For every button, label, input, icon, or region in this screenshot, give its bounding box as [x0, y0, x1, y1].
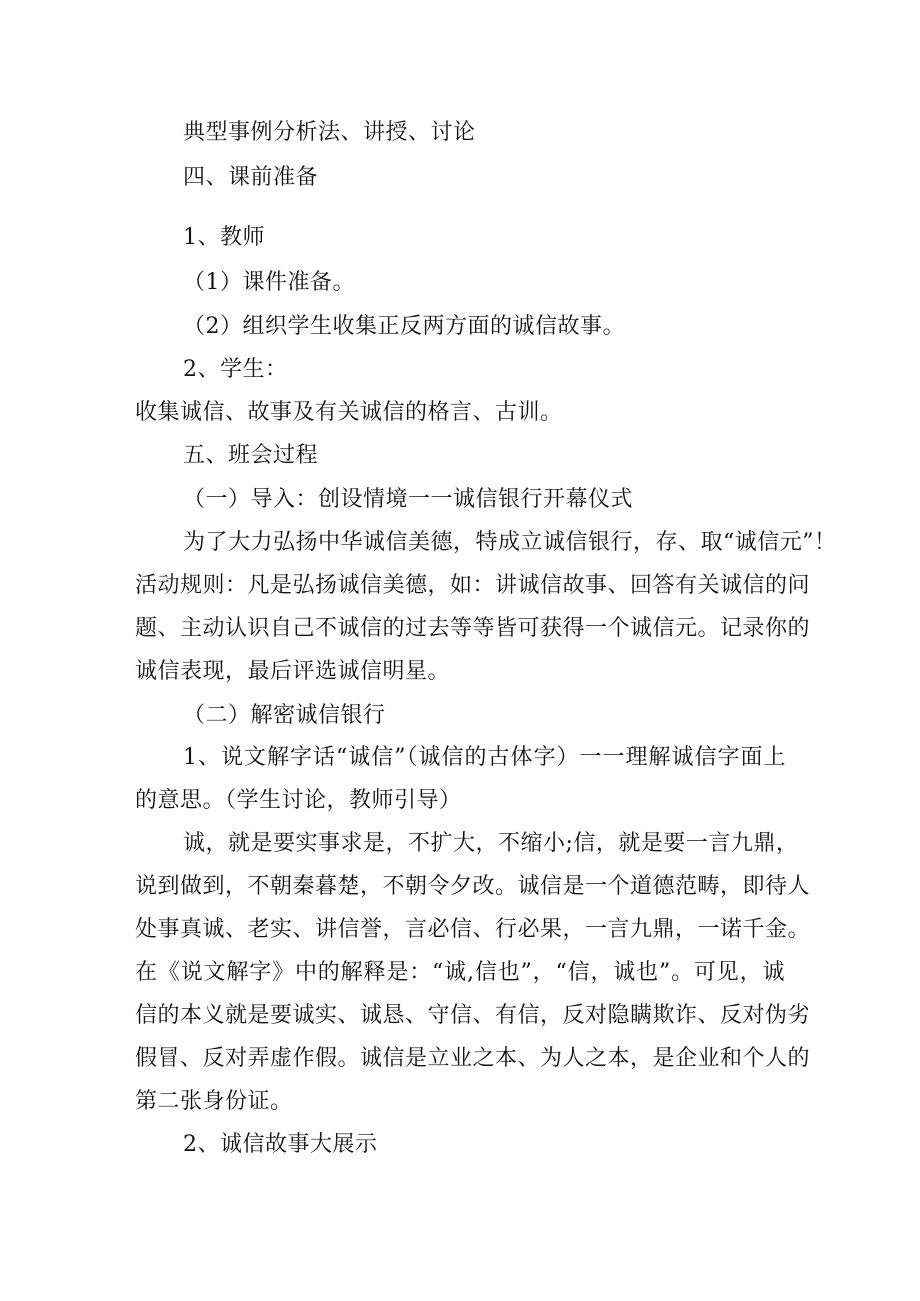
definition-paragraph-line-3: 处事真诚、老实、讲信誉，言必信、行必果，一言九鼎，一诺千金。: [135, 917, 811, 942]
section-four-heading: 四、课前准备: [183, 165, 319, 190]
student-heading: 2、学生：: [183, 357, 288, 382]
definition-paragraph-line-4: 在《说文解字》中的解释是：“诚,信也”，“信，诚也”。可见，诚: [135, 960, 785, 985]
definition-paragraph-line-7: 第二张身份证。: [135, 1089, 293, 1114]
student-preparation-line: 收集诚信、故事及有关诚信的格言、古训。: [135, 400, 563, 425]
activity-paragraph-line-3: 题、主动认识自己不诚信的过去等等皆可获得一个诚信元。记录你的: [135, 616, 811, 641]
subsection-bank-heading: （二）解密诚信银行: [183, 703, 386, 728]
activity-paragraph-line-2: 活动规则：凡是弘扬诚信美德，如：讲诚信故事、回答有关诚信的问: [135, 573, 811, 598]
teaching-method-line: 典型事例分析法、讲授、讨论: [183, 120, 476, 145]
definition-paragraph-line-2: 说到做到，不朝秦暮楚，不朝令夕改。诚信是一个道德范畴，即待人: [135, 874, 811, 899]
definition-paragraph-line-5: 信的本义就是要诚实、诚恳、守信、有信，反对隐瞒欺诈、反对伪劣: [135, 1003, 811, 1028]
word-analysis-line-2: 的意思。（学生讨论，教师引导）: [135, 788, 462, 813]
definition-paragraph-line-6: 假冒、反对弄虚作假。诚信是立业之本、为人之本，是企业和个人的: [135, 1046, 811, 1071]
definition-paragraph-line-1: 诚，就是要实事求是，不扩大，不缩小;信，就是要一言九鼎，: [183, 831, 799, 856]
teacher-item-2: （2）组织学生收集正反两方面的诚信故事。: [183, 314, 625, 339]
activity-paragraph-line-4: 诚信表现，最后评选诚信明星。: [135, 659, 451, 684]
story-display-heading: 2、诚信故事大展示: [183, 1132, 378, 1157]
activity-paragraph-line-1: 为了大力弘扬中华诚信美德，特成立诚信银行，存、取“诚信元”！: [183, 530, 837, 555]
teacher-item-1: （1）课件准备。: [183, 270, 355, 295]
section-five-heading: 五、班会过程: [183, 443, 319, 468]
word-analysis-line-1: 1、说文解字话“诚信”（诚信的古体字）一一理解诚信字面上: [183, 745, 786, 770]
subsection-introduction-heading: （一）导入：创设情境一一诚信银行开幕仪式: [183, 487, 634, 512]
teacher-heading: 1、教师: [183, 225, 265, 250]
